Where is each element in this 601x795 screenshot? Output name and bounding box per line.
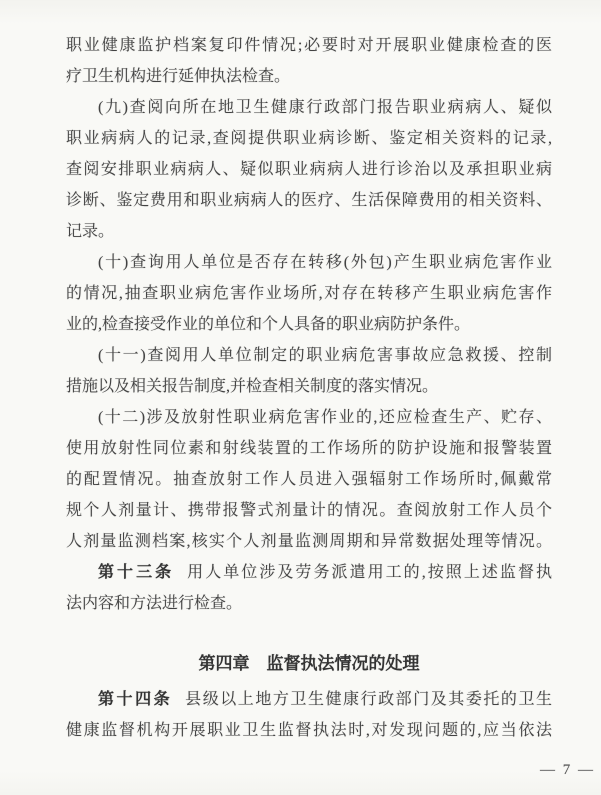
text-line [66, 557, 552, 588]
text-segment: 县级以上地方卫生健康行政部门及其委托的卫生 [185, 691, 552, 708]
text-line: 人剂量监测档案,核实个人剂量监测周期和异常数据处理等情况。 [66, 533, 552, 550]
paragraph [66, 30, 552, 92]
text-line [66, 684, 552, 715]
paragraph [66, 92, 552, 247]
article-number: 第十四条 [98, 691, 173, 708]
chapter-heading: 第四章 监督执法情况的处理 [198, 654, 420, 673]
article-number: 第十三条 [98, 564, 175, 581]
text-line: 诊断、鉴定费用和职业病病人的医疗、生活保障费用的相关资料、 [66, 192, 552, 209]
text-line: 记录。 [66, 223, 115, 240]
text-line: 使用放射性同位素和射线装置的工作场所的防护设施和报警装置 [66, 440, 552, 457]
text-line: 职业病病人的记录,查阅提供职业病诊断、鉴定相关资料的记录, [66, 130, 552, 147]
text-line: (十)查询用人单位是否存在转移(外包)产生职业病危害作业 [98, 254, 552, 271]
text-line: 业的,检查接受作业的单位和个人具备的职业病防护条件。 [66, 316, 471, 333]
text-line: (十一)查阅用人单位制定的职业病危害事故应急救援、控制 [98, 347, 552, 364]
page-number: — 7 — [540, 762, 595, 778]
text-line: 的情况,抽查职业病危害作业场所,对存在转移产生职业病危害作 [66, 285, 552, 302]
text-line: 法内容和方法进行检查。 [66, 595, 243, 612]
paragraph [66, 340, 552, 402]
text-line: 查阅安排职业病病人、疑似职业病病人进行诊治以及承担职业病 [66, 161, 552, 178]
text-line: (九)查阅向所在地卫生健康行政部门报告职业病病人、疑似 [98, 99, 552, 116]
text-line: 健康监督机构开展职业卫生监督执法时,对发现问题的,应当依法 [66, 722, 552, 739]
text-line: 的配置情况。抽查放射工作人员进入强辐射工作场所时,佩戴常 [66, 471, 552, 488]
text-line: 职业健康监护档案复印件情况;必要时对开展职业健康检查的医 [66, 37, 552, 54]
text-line: 疗卫生机构进行延伸执法检查。 [66, 68, 291, 85]
paragraph [66, 684, 552, 746]
text-line: 规个人剂量计、携带报警式剂量计的情况。查阅放射工作人员个 [66, 502, 552, 519]
paragraph [66, 557, 552, 619]
text-line: (十二)涉及放射性职业病危害作业的,还应检查生产、贮存、 [98, 409, 552, 426]
paragraph [66, 247, 552, 340]
text-segment: 用人单位涉及劳务派遣用工的,按照上述监督执 [187, 564, 552, 581]
paragraph [66, 402, 552, 557]
text-line: 措施以及相关报告制度,并检查相关制度的落实情况。 [66, 378, 439, 395]
